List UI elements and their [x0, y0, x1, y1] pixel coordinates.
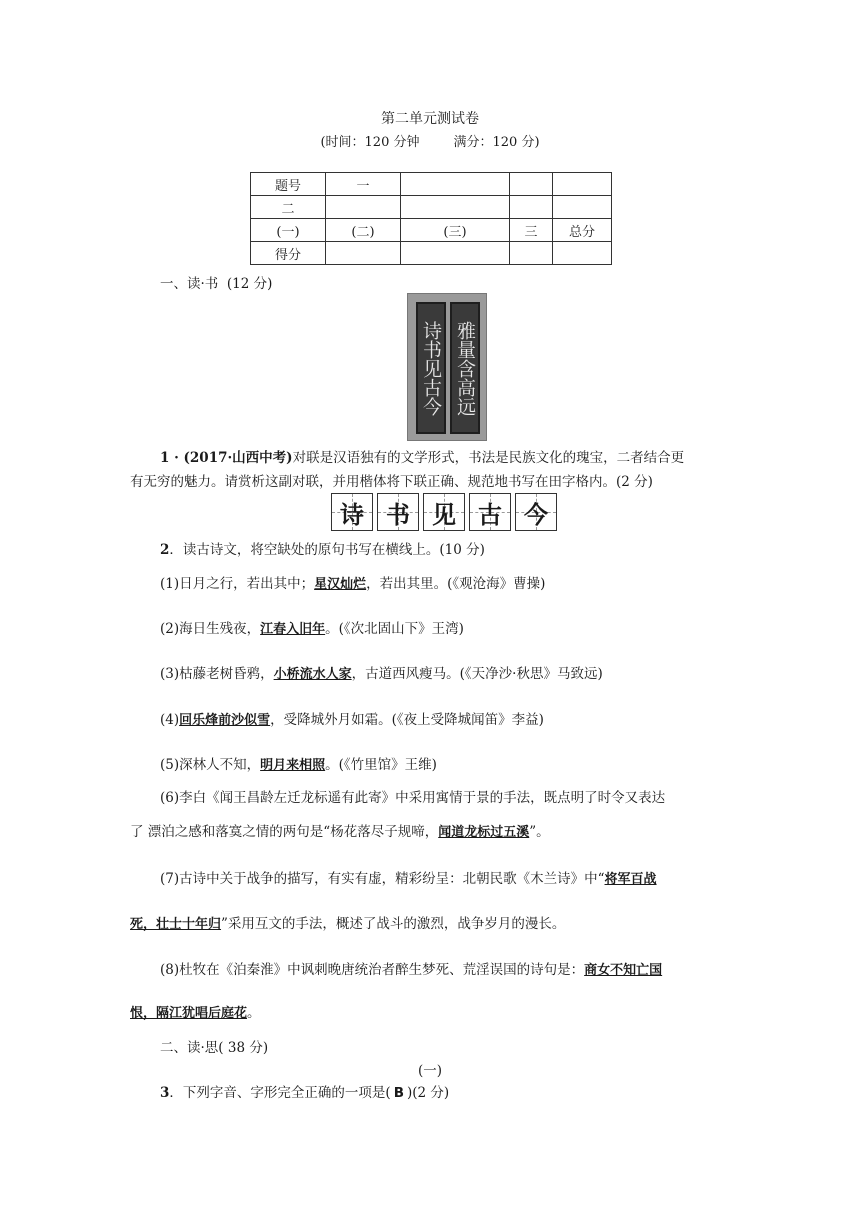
- item-text: (3)枯藤老树昏鸦，: [160, 666, 274, 682]
- table-row: [251, 219, 612, 242]
- answer-char: 今: [524, 499, 548, 529]
- q2-item-8-line2: [130, 1001, 261, 1021]
- item-text: (2)海日生残夜，: [160, 621, 261, 637]
- q1-text2: 有无穷的魅力。请赏析这副对联，并用楷体将下联正确、规范地书写在田字格内。(2 分): [130, 474, 653, 490]
- q2-prompt-text: ．读古诗文，将空缺处的原句书写在横线上。(10 分): [169, 542, 485, 558]
- answer-char: 见: [432, 499, 456, 529]
- table-cell: 得分: [251, 242, 326, 265]
- item-text: (4): [160, 712, 180, 728]
- item-text: ，若出其里。(《观沧海》曹操): [366, 576, 546, 592]
- q1-text1: 对联是汉语独有的文学形式，书法是民族文化的瑰宝，二者结合更: [292, 450, 685, 466]
- score-label: 满分：120 分): [453, 135, 540, 150]
- time-label: (时间：120 分钟: [320, 135, 420, 150]
- section1-points: (12 分): [226, 276, 273, 292]
- table-cell: [401, 196, 510, 219]
- question-2-prompt: [160, 538, 485, 558]
- tianzige-cell: [469, 493, 511, 531]
- couplet-upper-line: 雅量含高远: [450, 302, 480, 434]
- answer-blank: 死，壮士十年归: [130, 917, 222, 932]
- q2-item-1: [160, 572, 545, 592]
- q2-item-5: [160, 753, 437, 773]
- answer-blank: 闻道龙标过五溪: [438, 825, 530, 840]
- table-cell: [510, 242, 553, 265]
- tianzige-cell: [515, 493, 557, 531]
- q2-item-6-line1: (6)李白《闻王昌龄左迁龙标遥有此寄》中采用寓情于景的手法，既点明了时令又表达: [160, 790, 666, 806]
- q3-text: ．下列字音、字形完全正确的一项是(: [169, 1085, 391, 1101]
- table-cell: [553, 196, 612, 219]
- tianzige-grid: [331, 493, 561, 531]
- q1-source: (2017·山西中考): [183, 450, 293, 466]
- q2-item-6-line2: [130, 820, 550, 840]
- answer-blank: 商女不知亡国: [584, 963, 663, 978]
- couplet-lower-line: 诗书见古今: [416, 302, 446, 434]
- section2-heading: 二、读·思( 38 分): [160, 1040, 269, 1056]
- q3-answer: B: [393, 1085, 404, 1101]
- answer-char: 诗: [340, 499, 364, 529]
- answer-blank: 回乐烽前沙似雪: [179, 713, 271, 728]
- question-3: [160, 1081, 449, 1101]
- q1-line1: 1 · (2017·山西中考)对联是汉语独有的文学形式，书法是民族文化的瑰宝，二者结合更: [160, 450, 685, 466]
- table-cell: (一): [251, 219, 326, 242]
- tianzige-cell: [423, 493, 465, 531]
- answer-char: 书: [386, 499, 410, 529]
- exam-info: [0, 131, 860, 150]
- table-row: [251, 242, 612, 265]
- q2-item-8-line1: [160, 958, 662, 978]
- question-1: [130, 446, 730, 494]
- section1-heading: [160, 272, 272, 292]
- table-cell: (三): [401, 219, 510, 242]
- answer-blank: 恨，隔江犹唱后庭花: [130, 1006, 248, 1021]
- item-text: 。: [247, 1005, 261, 1021]
- item-text: 。(《竹里馆》王维): [325, 757, 437, 773]
- answer-blank: 星汉灿烂: [314, 577, 367, 592]
- table-cell: [401, 173, 510, 196]
- table-cell: 三: [510, 219, 553, 242]
- tianzige-cell: [331, 493, 373, 531]
- table-cell: [401, 242, 510, 265]
- table-row: [251, 196, 612, 219]
- q2-item-3: [160, 662, 603, 682]
- answer-blank: 明月来相照: [260, 758, 326, 773]
- section1-title: 一、读·书: [160, 276, 219, 292]
- table-cell: 二: [251, 196, 326, 219]
- table-cell: [510, 196, 553, 219]
- table-cell: [326, 242, 401, 265]
- score-table: [250, 172, 612, 265]
- q3-number: 3: [160, 1085, 170, 1101]
- item-text: 。(《次北固山下》王湾): [325, 621, 464, 637]
- q2-item-7-line2: [130, 912, 565, 932]
- item-text: ”采用互文的手法，概述了战斗的激烈，战争岁月的漫长。: [221, 916, 566, 932]
- q1-number: 1: [160, 450, 170, 466]
- couplet-image: [407, 293, 487, 441]
- item-text: (1)日月之行，若出其中；: [160, 576, 315, 592]
- item-text: ，受降城外月如霜。(《夜上受降城闻笛》李益): [270, 712, 544, 728]
- section2-sub: (一): [417, 1063, 443, 1079]
- item-text: (8)杜牧在《泊秦淮》中讽刺晚唐统治者醉生梦死、荒淫误国的诗句是：: [160, 962, 585, 978]
- item-text: (7)古诗中关于战争的描写，有实有虚，精彩纷呈：北朝民歌《木兰诗》中“: [160, 871, 605, 887]
- table-cell: (二): [326, 219, 401, 242]
- q2-item-7-line1: [160, 867, 657, 887]
- q3-text: )(2 分): [406, 1085, 450, 1101]
- q2-item-2: [160, 617, 464, 637]
- tianzige-cell: [377, 493, 419, 531]
- page-title: 第二单元测试卷: [381, 111, 479, 127]
- item-text: (5)深林人不知，: [160, 757, 261, 773]
- answer-blank: 将军百战: [604, 872, 657, 887]
- table-cell: 题号: [251, 173, 326, 196]
- item-text: ，古道西风瘦马。(《天净沙·秋思》马致远): [351, 666, 603, 682]
- item-text: ”。: [529, 824, 550, 840]
- table-cell: 一: [326, 173, 401, 196]
- table-cell: [326, 196, 401, 219]
- table-cell: 总分: [553, 219, 612, 242]
- q2-number: 2: [160, 542, 170, 558]
- q2-item-4: [160, 708, 544, 728]
- table-row: [251, 173, 612, 196]
- table-cell: [510, 173, 553, 196]
- answer-blank: 江春入旧年: [260, 622, 326, 637]
- table-cell: [553, 173, 612, 196]
- item-text: 了 漂泊之感和落寞之情的两句是“杨花落尽子规啼，: [130, 824, 439, 840]
- answer-blank: 小桥流水人家: [273, 667, 352, 682]
- answer-char: 古: [478, 499, 502, 529]
- table-cell: [553, 242, 612, 265]
